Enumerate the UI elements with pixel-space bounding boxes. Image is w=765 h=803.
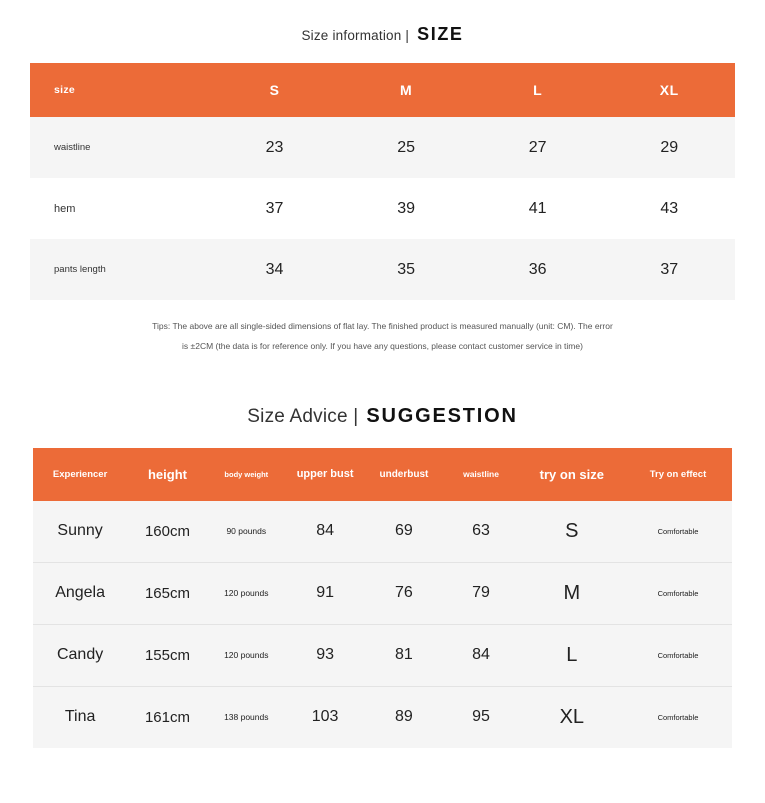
suggestion-heading-right: SUGGESTION bbox=[366, 404, 518, 427]
table-row bbox=[30, 239, 735, 300]
cell-waistline-m: 25 bbox=[397, 138, 415, 156]
sugg-effect-4: Comfortable bbox=[657, 712, 699, 722]
table-row bbox=[33, 562, 732, 624]
table-header-row bbox=[30, 63, 735, 117]
suggestion-table-container bbox=[33, 448, 732, 748]
sugg-underbust-4: 89 bbox=[395, 708, 413, 726]
suggestion-table bbox=[33, 448, 732, 748]
size-tips-line-2: is ±2CM (the data is for reference only. If you have any questions, please contact customer service in time) bbox=[182, 341, 583, 352]
suggestion-table-head bbox=[33, 448, 732, 501]
sugg-waistline-3: 84 bbox=[472, 646, 490, 664]
row-label-hem: hem bbox=[54, 202, 76, 215]
sugg-waistline-4: 95 bbox=[472, 708, 490, 726]
cell-pants-xl: 37 bbox=[660, 260, 679, 278]
sugg-upper-bust-4: 103 bbox=[311, 708, 339, 726]
sugg-header-try-on-size: try on size bbox=[520, 448, 624, 501]
cell-hem-s: 37 bbox=[265, 199, 284, 217]
sugg-name-3: Candy bbox=[56, 646, 104, 664]
sugg-size-4: XL bbox=[559, 705, 585, 728]
sugg-upper-bust-2: 91 bbox=[316, 584, 334, 602]
size-header-l: L bbox=[472, 63, 604, 117]
sugg-header-waistline: waistline bbox=[442, 448, 519, 501]
sugg-size-2: M bbox=[563, 581, 581, 604]
sugg-size-3: L bbox=[566, 643, 578, 666]
sugg-height-4: 161cm bbox=[144, 708, 190, 726]
sugg-height-1: 160cm bbox=[144, 522, 190, 540]
sugg-header-body-weight: body weight bbox=[208, 448, 285, 501]
size-heading-left: Size information | bbox=[301, 28, 410, 43]
sugg-waistline-1: 63 bbox=[472, 522, 490, 540]
row-label-waistline: waistline bbox=[54, 142, 91, 153]
size-table-body bbox=[30, 117, 735, 300]
table-row bbox=[33, 624, 732, 686]
size-tips-line-1: Tips: The above are all single-sided dimensions of flat lay. The finished product is measured manually (unit: CM). The error bbox=[152, 321, 613, 331]
suggestion-section-heading bbox=[0, 405, 765, 428]
size-tips bbox=[63, 316, 703, 357]
sugg-header-height: height bbox=[127, 448, 208, 501]
sugg-weight-1: 90 pounds bbox=[226, 526, 267, 537]
size-table-container bbox=[30, 63, 735, 300]
table-row bbox=[30, 117, 735, 178]
table-row bbox=[33, 501, 732, 563]
sugg-waistline-2: 79 bbox=[472, 584, 490, 602]
cell-waistline-l: 27 bbox=[528, 138, 547, 156]
sugg-weight-4: 138 pounds bbox=[224, 712, 269, 723]
size-section-heading bbox=[0, 24, 765, 45]
cell-pants-s: 34 bbox=[265, 260, 284, 278]
sugg-header-upper-bust: upper bust bbox=[285, 448, 366, 501]
suggestion-heading-left: Size Advice | bbox=[247, 405, 359, 427]
sugg-upper-bust-1: 84 bbox=[316, 522, 334, 540]
table-row bbox=[30, 178, 735, 239]
sugg-name-2: Angela bbox=[55, 584, 106, 602]
sugg-header-experiencer: Experiencer bbox=[33, 448, 127, 501]
size-header-m: M bbox=[340, 63, 472, 117]
cell-waistline-xl: 29 bbox=[660, 138, 679, 156]
sugg-weight-2: 120 pounds bbox=[224, 588, 269, 599]
sugg-height-2: 165cm bbox=[144, 584, 190, 602]
cell-hem-xl: 43 bbox=[660, 199, 679, 217]
sugg-name-1: Sunny bbox=[57, 522, 103, 540]
size-table-head bbox=[30, 63, 735, 117]
sugg-underbust-2: 76 bbox=[395, 584, 413, 602]
size-header-xl: XL bbox=[603, 63, 735, 117]
size-header-label: size bbox=[30, 63, 209, 117]
cell-hem-m: 39 bbox=[397, 199, 415, 217]
size-header-s: S bbox=[209, 63, 341, 117]
sugg-underbust-3: 81 bbox=[395, 646, 413, 664]
sugg-effect-2: Comfortable bbox=[657, 588, 699, 598]
sugg-upper-bust-3: 93 bbox=[316, 646, 334, 664]
cell-hem-l: 41 bbox=[528, 199, 547, 217]
sugg-effect-3: Comfortable bbox=[657, 650, 699, 660]
sugg-height-3: 155cm bbox=[144, 646, 190, 664]
cell-pants-m: 35 bbox=[397, 260, 415, 278]
size-heading-right: SIZE bbox=[417, 24, 464, 44]
row-label-pants-length: pants length bbox=[54, 264, 106, 275]
sugg-size-1: S bbox=[565, 519, 579, 542]
sugg-header-try-on-effect: Try on effect bbox=[624, 448, 732, 501]
sugg-header-underbust: underbust bbox=[365, 448, 442, 501]
cell-pants-l: 36 bbox=[528, 260, 547, 278]
sugg-weight-3: 120 pounds bbox=[224, 650, 269, 661]
sugg-effect-1: Comfortable bbox=[657, 526, 699, 536]
sugg-name-4: Tina bbox=[64, 708, 96, 726]
suggestion-table-body bbox=[33, 501, 732, 748]
table-header-row bbox=[33, 448, 732, 501]
size-table bbox=[30, 63, 735, 300]
table-row bbox=[33, 686, 732, 748]
cell-waistline-s: 23 bbox=[265, 138, 284, 156]
size-chart-page bbox=[0, 24, 765, 803]
sugg-underbust-1: 69 bbox=[395, 522, 413, 540]
